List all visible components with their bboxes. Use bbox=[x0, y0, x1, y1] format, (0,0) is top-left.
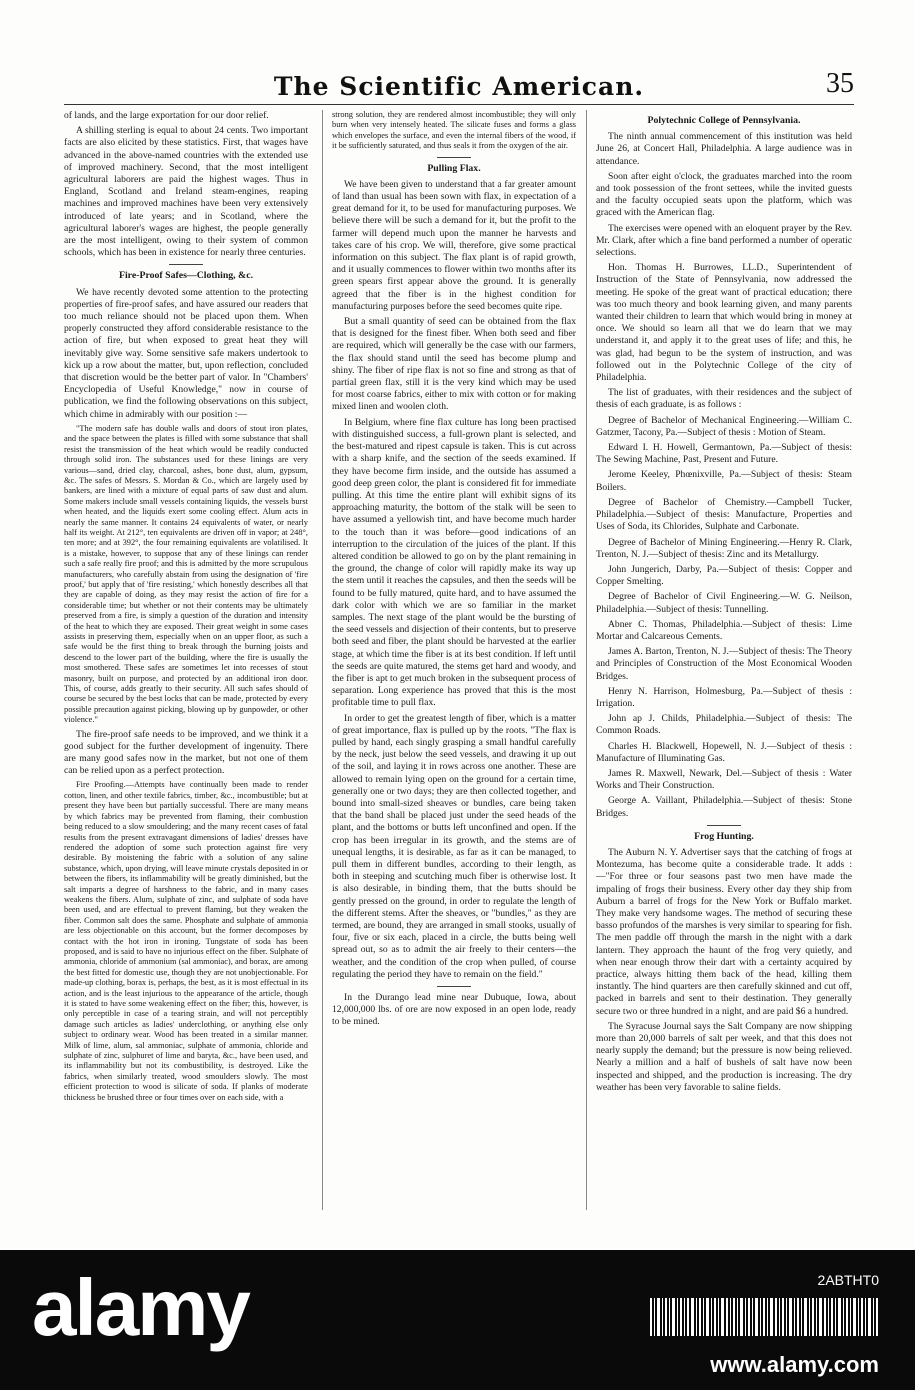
graduate-entry: Degree of Bachelor of Mining Engineering.—Henry R. Clark, Trenton, N. J.—Subject of thesis: Zinc and its Metallurgy. bbox=[596, 536, 852, 560]
paragraph: The fire-proof safe needs to be improved, and we think it a good subject for the further development of ingenuity. There are many good safes now in the market, but not one of them can be relied upon as a perfect protection. bbox=[64, 728, 308, 777]
paragraph: We have recently devoted some attention to the protecting properties of fire-proof safes, and have assured our readers that too much reliance should not be placed upon them. When properly constructed they afford considerable resistance to the action of fire, but when exposed to great heat they will inevitably give way. Some sensitive safe makers undertook to kick up a row about the matter, but, upon reflection, concluded that discretion would be the better part of valor. In "Chambers' Encyclopedia of Useful Knowledge," now in course of publication, we find the following observations on this subject, which chime in admirably with our position :— bbox=[64, 286, 308, 420]
column-1 bbox=[64, 110, 308, 1220]
article-heading-frog-hunting: Frog Hunting. bbox=[694, 830, 754, 842]
column-3 bbox=[596, 110, 852, 1220]
graduate-entry: John Jungerich, Darby, Pa.—Subject of thesis: Copper and Copper Smelting. bbox=[596, 563, 852, 588]
graduate-entry: George A. Vaillant, Philadelphia.—Subject of thesis: Stone Bridges. bbox=[596, 795, 852, 819]
header-rule bbox=[64, 104, 854, 105]
graduate-entry: Degree of Bachelor of Civil Engineering.—W. G. Neilson, Philadelphia.—Subject of thesis: Tunnelling. bbox=[596, 591, 852, 615]
column-divider bbox=[322, 110, 323, 1210]
column-2 bbox=[332, 110, 576, 1220]
quoted-paragraph: "The modern safe has double walls and doors of stout iron plates, and the space between the plates is filled with some substance that shall resist the transmission of the heat which would be readily conducted through solid iron. The substances used for these linings are very various—sand, dried clay, charcoal, ashes, bone dust, alum, gypsum, &c. The safes of Messrs. S. Mordan & Co., which are largely used by bankers, are lined with a mixture of equal parts of saw dust and alum. Some makers include small vessels containing liquids, the vessels burst when heated, and the liquids exert some cooling effect. Alum acts in nearly the same manner. It contains 24 equivalents of water, or nearly half its weight. At 212°, ten equivalents are driven off in vapor; at 248°, ten more; and at 392°, the four remaining equivalents are volatilised. It is a mistake, however, to suppose that any of these linings can render such a safe really fire proof; and this is admitted by the more scrupulous manufacturers, who carefully abstain from using the designation of 'fire proof,' but apply that of 'fire resisting,' which honestly describes all that they are capable of doing, as they may resist the action of fire for a considerable time; but whether or not their contents may be ultimately preserved from a fire, is simply a question of the duration and intensity of the heat to which they are exposed. Their great weight in some cases assists in preserving them, especially when on an upper floor, as such a safe would be the first thing to break through the burning joists and descend to the lower part of the building, where the fire is usually the most smothered. These safes are sometimes let into recesses of stout masonry, built on purpose, and protected by an additional iron door. This, of course, adds greatly to their security. All such safes should of course be secured by the best locks that can be made, protected by every possible precaution against picking, blowing up by gunpowder, or other violence." bbox=[64, 423, 308, 725]
paragraph: In order to get the greatest length of fiber, which is a matter of great importance, flax is pulled up by the roots. "The flax is pulled by hand, each singly grasping a small handful carefully by the neck, just below the seed vessels, and drawing it up out of the soil, and laying it in rows across one another. These are allowed to remain lying open on the ground for a certain time, generally one or two days; they are then collected together, and bound into small-sized sheaves or bundles, care being taken that the band shall be placed just under the seed heads of the plant, and the bottoms or butts left unconfined and open. If the crop has been irregular in its growth, and the stems are of unequal lengths, it is desirable, as far as it can be managed, to pull them in different bundles, according to their length, as both in steeping and scutching much fiber is otherwise lost. It is also desirable, in binding them, that the butts should be gently pressed on the ground, in order to regulate the length of the different stems. After the sheaves, or "bundles," as they are termed, are bound, they are arranged in small stooks, usually of four, five or six each, placed in a circle, the butts being well spread out, so as to admit the air freely to their centers—the weather, and the condition of the crop when pulled, of course regulating the period they have to remain on the field." bbox=[332, 712, 576, 980]
paragraph: The Syracuse Journal says the Salt Company are now shipping more than 20,000 barrels of salt per week, and that this does not nearly supply the demand; but the pressure is now being relieved. Nearly a million and a half of bushels of salt have now been inspected and shipped, and the production is increasing. The dry weather has been very favorable to saline fields. bbox=[596, 1020, 852, 1093]
article-heading-polytechnic-college: Polytechnic College of Pennsylvania. bbox=[647, 115, 801, 126]
page-title: The Scientific American. bbox=[273, 72, 645, 101]
paragraph-fire-proofing: Fire Proofing.—Attempts have continually been made to render cotton, linen, and other textile fabrics, timber, &c., incombustible; but at present they have been but partially successful. There are many means by which fabrics may be prevented from flaming, their combustion being reduced to a slow smouldering; and the many recent cases of fatal results from the present extravagant dimensions of ladies' dresses have rendered the adoption of some such protection against fire very desirable. By moistening the fabric with a solution of any saline substance, which, upon drying, will leave minute crystals deposited in or between the fibers, its inflammability will be greatly diminished, but the salt imparts a degree of harshness to the fabric, and in many cases weakens the fibers. Alum, sulphate of zinc, and sulphate of soda have been used, and are effectual to prevent flaming, but they weaken the fiber. Common salt does the same. Phosphate and sulphate of ammonia are less objectionable on this account, but the former decomposes by contact with the hot iron in ironing. Tungstate of soda has been proposed, and is said to have no injurious effect on the fiber. Sulphate of ammonia, chloride of ammonium (sal ammoniac), and borax, are among the best fitted for domestic use, though they are not unobjectionable. For made-up clothing, borax is, perhaps, the best, as it is most effectual in its action, and is the least injurious to the appearance of the article, though it is stated to have some weakening effect on the fiber; this, however, is only perceptible in case of a tearing strain, and will not perceptibly damage such articles as ladies' underclothing, or anything else only subject to ordinary wear. Wood has been treated in a similar manner. Milk of lime, alum, sal ammoniac, sulphate of ammonia, chloride and sulphate of zinc, sulphuret of lime and baryta, &c., have been used, and its inflammability but not its combustibility, is destroyed. Like the fabrics, when similarly treated, wood smoulders slowly. The most efficient protection to wood is silicate of soda. If planks of moderate thickness be brushed three or four times over on each side, with a bbox=[64, 780, 308, 1102]
image-code: 2ABTHT0 bbox=[817, 1272, 879, 1288]
masthead bbox=[64, 68, 854, 102]
graduate-entry: Edward I. H. Howell, Germantown, Pa.—Subject of thesis: The Sewing Machine, Past, Present and Future. bbox=[596, 442, 852, 466]
paragraph: In Belgium, where fine flax culture has long been practised with distinguished success, a full-grown plant is selected, and the best-matured and ripest capsule is taken. This is cut across with a sharp knife, and the section of the seeds examined. If they have become firm inside, and the outside has assumed a good deep green color, the plant is considered fit for immediate pulling. At this time the entire plant will exhibit signs of its approaching maturity, the bottom of the stalk will be seen to have assumed a yellowish tint, and have become much harder to the touch than it was before—good indications of an interruption to the circulation of the juices of the plant. If this altered condition be allowed to go on by the plant remaining in the ground, the change of color will rapidly make its way up the stem until it reaches the capsules, and then the seeds will be found to be fully matured, quite hard, and to have assumed the dark color with which we are so familiar in the market samples. The next stage of the plant would be the bursting of the seed vessels and disjection of their contents, but to preserve both seed and fiber, the plant should be harvested at the earlier stage, at which time the fiber is at its best condition. If left until the seeds are quite matured, the stems get hard and woody, and the fiber is apt to get much broken in the subsequent process of separation. Long experience has proved that this is the most profitable time to pull flax. bbox=[332, 416, 576, 709]
column-divider bbox=[586, 110, 587, 1210]
paragraph: The list of graduates, with their residences and the subject of thesis of each graduate, is as follows : bbox=[596, 387, 852, 411]
graduate-entry: Jerome Keeley, Phœnixville, Pa.—Subject of thesis: Steam Boilers. bbox=[596, 469, 852, 493]
graduate-entry: Abner C. Thomas, Philadelphia.—Subject of thesis: Lime Mortar and Calcareous Cements. bbox=[596, 618, 852, 642]
section-separator bbox=[707, 825, 741, 826]
stock-watermark-banner bbox=[0, 1250, 915, 1390]
graduate-entry: James A. Barton, Trenton, N. J.—Subject of thesis: The Theory and Principles of Construction of the Most Economical Wooden Bridges. bbox=[596, 646, 852, 682]
paragraph: The exercises were opened with an eloquent prayer by the Rev. Mr. Clark, after which a fine band performed a number of operatic selections. bbox=[596, 222, 852, 259]
paragraph: We have been given to understand that a far greater amount of land than usual has been sown with flax, in expectation of a great demand for it, to be used for manufacturing purposes. We believe there will be such a demand for it, but the profit to the farmer will depend much upon the manner he harvests and takes care of his crop. We will, therefore, give some practical information on this subject. The flax plant is of rapid growth, and it usually commences to flower within two months after its green spears first appear above the ground. It is generally agreed that the fiber is in the highest condition for manufacturing purposes before the seed becomes quite ripe. bbox=[332, 178, 576, 312]
graduate-entry: Degree of Bachelor of Chemistry.—Campbell Tucker, Philadelphia.—Subject of thesis: Manufacture, Properties and Uses of Soda, its Chlorides, Sulphate and Carbonate. bbox=[596, 496, 852, 533]
graduate-entry: Degree of Bachelor of Mechanical Engineering.—William C. Gatzmer, Tacony, Pa.—Subject of thesis : Motion of Steam. bbox=[596, 414, 852, 438]
section-separator bbox=[437, 986, 471, 987]
section-separator bbox=[437, 157, 471, 158]
article-heading-pulling-flax: Pulling Flax. bbox=[427, 162, 481, 174]
graduate-entry: John ap J. Childs, Philadelphia.—Subject of thesis: The Common Roads. bbox=[596, 713, 852, 737]
barcode-icon bbox=[650, 1298, 880, 1336]
section-separator bbox=[169, 264, 203, 265]
paragraph: of lands, and the large exportation for our door relief. bbox=[64, 110, 269, 121]
paragraph: But a small quantity of seed can be obtained from the flax that is designed for the finest fiber. When both seed and fiber are required, which will generally be the case with our farmers, the flax should stand until the seed has become plump and shiny. The fiber of ripe flax is not so fine and strong as that of partial green flax, still it is the very kind which may be used for most coarse fabrics, either to mix with cotton or for making mixed linen and woolen cloth. bbox=[332, 316, 576, 413]
graduate-entry: Charles H. Blackwell, Hopewell, N. J.—Subject of thesis : Manufacture of Illuminating Gas. bbox=[596, 740, 852, 764]
paragraph: A shilling sterling is equal to about 24 cents. Two important facts are also elicited by these statistics. First, that wages have advanced in the above-named countries with the extended use of improved machinery. Second, that the most intelligent agricultural laborers are paid the highest wages. Thus in England, Scotland and Ireland steam-engines, reaping machines and improved machines have been very extensively introduced of late years; and in Scotland, where the agricultural laborer's wages are highest, the people generally are the most intelligent, owing to their system of common schools, which has been in existence for nearly three centuries. bbox=[64, 125, 308, 259]
alamy-url: www.alamy.com bbox=[710, 1352, 879, 1377]
graduate-entry: Henry N. Harrison, Holmesburg, Pa.—Subject of thesis : Irrigation. bbox=[596, 685, 852, 709]
page-number: 35 bbox=[826, 68, 854, 99]
paragraph: strong solution, they are rendered almost incombustible; they will only burn when very intensely heated. The silicate fuses and forms a glass which envelopes the surface, and even the internal fibers of the wood, if it be sufficiently saturated, and thus seals it from the oxygen of the air. bbox=[332, 110, 576, 151]
paragraph: Hon. Thomas H. Burrowes, LL.D., Superintendent of Instruction of the State of Pennsylvania, now addressed the meeting. He spoke of the great want of practical education; there was too much theory and book learning given, and many parents wanted their children to learn that which would bring in money at once. We should so learn all that we do learn that we may understand it, and apply it to the great uses of life; and this, he was glad, had begun to be the system of instruction, and was followed out in the Polytechnic College of the city of Philadelphia. bbox=[596, 262, 852, 384]
paragraph: The ninth annual commencement of this institution was held June 26, at Concert Hall, Philadelphia. A large audience was in attendance. bbox=[596, 131, 852, 167]
graduate-entry: James R. Maxwell, Newark, Del.—Subject of thesis : Water Works and Their Construction. bbox=[596, 767, 852, 792]
paragraph: The Auburn N. Y. Advertiser says that the catching of frogs at Montezuma, has become quite a considerable trade. It adds :—"For three or four seasons past two men have made the impaling of frogs their business. Every other day they ship from Auburn a barrel of frogs for the New York or Buffalo market. They make very handsome wages. The method of securing these basso profundos of the marshes is very similar to spearing for fish. The men paddle off through the marsh in the night with a dark lantern. They approach the haunt of the frog very quietly, and when near enough throw their dart with a certainty acquired by practice, always hitting them back of the head, killing them instantly. The hind quarters are then carefully skinned and cut off, packed in barrels and sent to their destination. They generally secure two or three hundred in a night, and are paid $6 a hundred. bbox=[596, 846, 852, 1017]
alamy-logo: alamy bbox=[32, 1263, 249, 1352]
paragraph-durango-mine: In the Durango lead mine near Dubuque, Iowa, about 12,000,000 lbs. of ore are now exposed in an open lode, ready to be mined. bbox=[332, 992, 576, 1028]
paragraph: Soon after eight o'clock, the graduates marched into the room and took possession of the front settees, while the invited guests and the faculty occupied seats upon the platform, which was graced with the American flag. bbox=[596, 170, 852, 219]
article-heading-fire-proof-safes: Fire-Proof Safes—Clothing, &c. bbox=[118, 270, 254, 282]
